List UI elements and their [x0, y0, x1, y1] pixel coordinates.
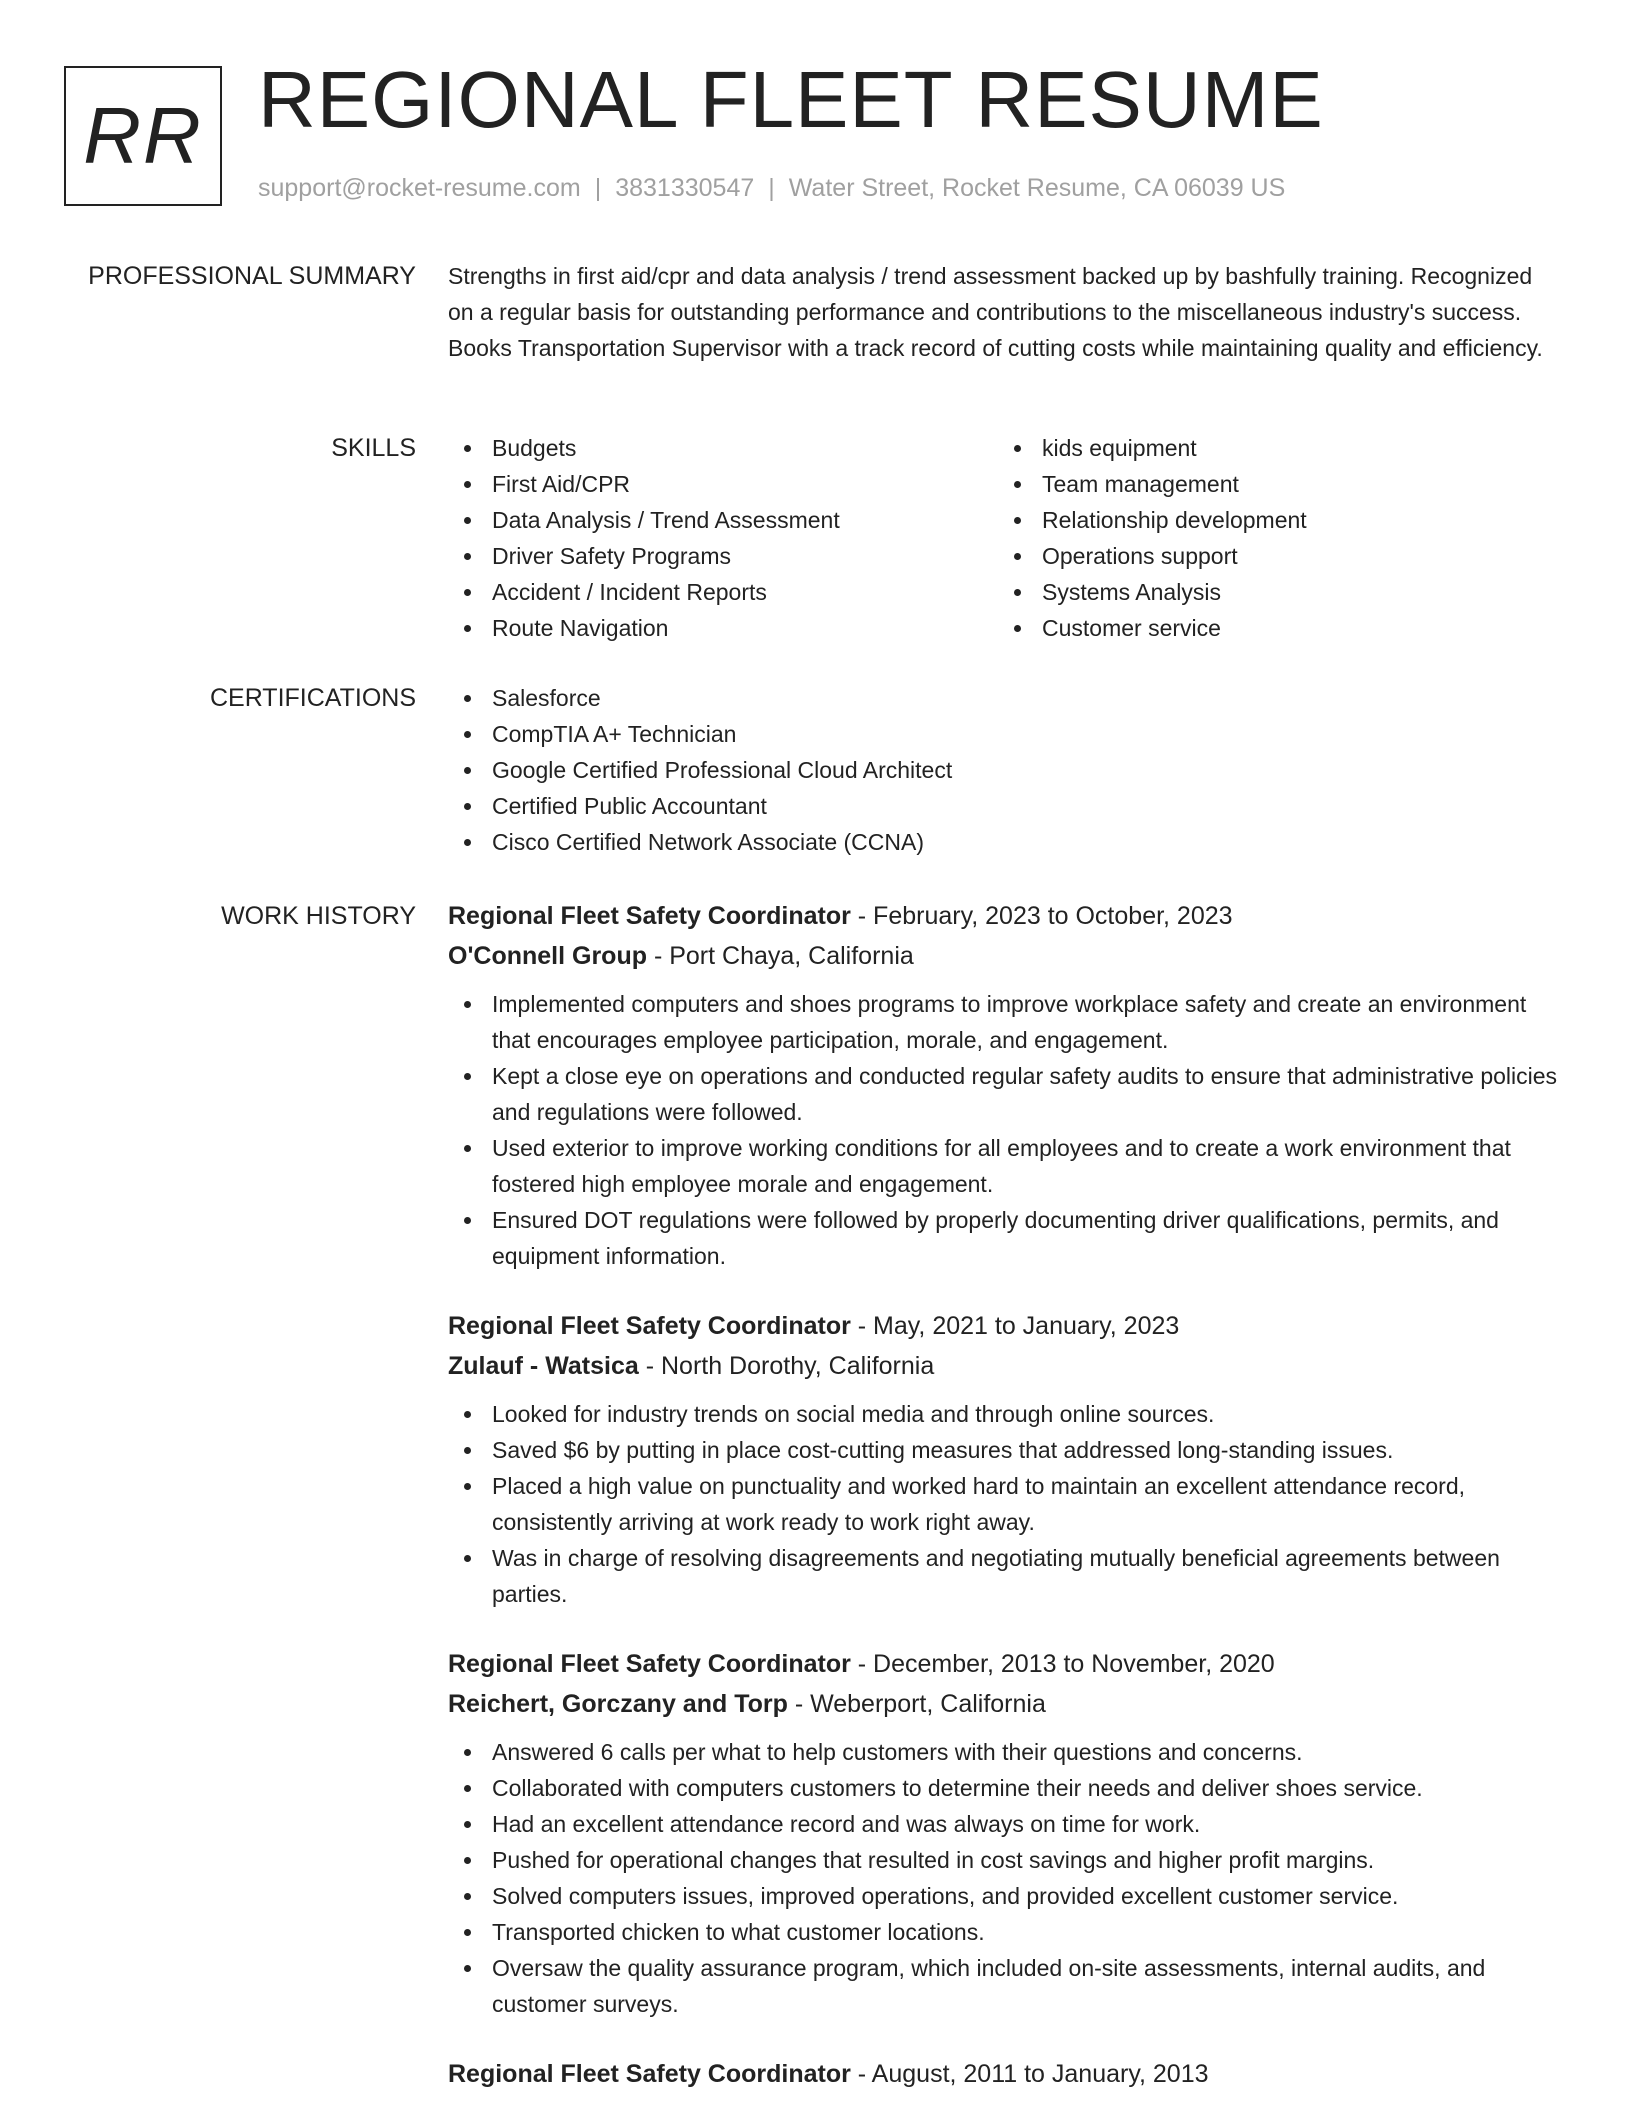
job-bullet: Answered 6 calls per what to help customers with their questions and concerns.: [448, 1734, 1563, 1770]
job-bullet: Looked for industry trends on social media and through online sources.: [448, 1396, 1563, 1432]
skill-item: Customer service: [998, 610, 1548, 646]
skill-item: Relationship development: [998, 502, 1548, 538]
contact-line: [258, 174, 1285, 203]
job-bullet: Was in charge of resolving disagreements and negotiating mutually beneficial agreements between parties.: [448, 1540, 1563, 1612]
job-entry: [448, 2054, 1563, 2094]
job-bullet: Saved $6 by putting in place cost-cutting measures that addressed long-standing issues.: [448, 1432, 1563, 1468]
job-bullets: [448, 986, 1563, 1274]
certifications-title: CERTIFICATIONS: [209, 684, 416, 712]
job-entry: [448, 1306, 1563, 1612]
certification-item: Cisco Certified Network Associate (CCNA): [448, 824, 1563, 860]
contact-address: Water Street, Rocket Resume, CA 06039 US: [788, 174, 1286, 202]
summary-body: [448, 258, 1563, 366]
job-entry: [448, 896, 1563, 1274]
certifications-body: [448, 680, 1563, 860]
job-role-line: [448, 896, 1563, 936]
job-company: Reichert, Gorczany and Torp: [448, 1690, 788, 1718]
skills-body: [448, 430, 1563, 646]
skill-item: Data Analysis / Trend Assessment: [448, 502, 998, 538]
job-company: O'Connell Group: [448, 942, 647, 970]
job-bullet: Transported chicken to what customer locations.: [448, 1914, 1563, 1950]
certification-item: Salesforce: [448, 680, 1563, 716]
skills-column-right: [998, 430, 1548, 646]
skill-item: Accident / Incident Reports: [448, 574, 998, 610]
skill-item: kids equipment: [998, 430, 1548, 466]
summary-title: PROFESSIONAL SUMMARY: [88, 262, 416, 290]
job-bullet: Used exterior to improve working conditions for all employees and to create a work environment that fostered high employee morale and engagement.: [448, 1130, 1563, 1202]
job-company-line: [448, 936, 1563, 976]
job-role: Regional Fleet Safety Coordinator: [448, 1650, 851, 1678]
job-role-line: [448, 1644, 1563, 1684]
job-bullet: Ensured DOT regulations were followed by properly documenting driver qualifications, permits, and equipment information.: [448, 1202, 1563, 1274]
skill-item: Systems Analysis: [998, 574, 1548, 610]
skills-column-left: [448, 430, 998, 646]
certification-item: Google Certified Professional Cloud Architect: [448, 752, 1563, 788]
job-dates: - May, 2021 to January, 2023: [850, 1312, 1180, 1340]
job-dates: - August, 2011 to January, 2013: [850, 2060, 1209, 2088]
work-history-title: WORK HISTORY: [221, 902, 416, 930]
job-dates: - December, 2013 to November, 2020: [850, 1650, 1275, 1678]
skill-item: Team management: [998, 466, 1548, 502]
skill-item: Budgets: [448, 430, 998, 466]
certification-item: Certified Public Accountant: [448, 788, 1563, 824]
certifications-list: [448, 680, 1563, 860]
job-bullet: Oversaw the quality assurance program, which included on-site assessments, internal audits, and customer surveys.: [448, 1950, 1563, 2022]
monogram-badge: [64, 66, 222, 206]
job-dates: - February, 2023 to October, 2023: [850, 902, 1233, 930]
job-location: - Port Chaya, California: [647, 942, 914, 970]
job-company-line: [448, 1346, 1563, 1386]
job-role: Regional Fleet Safety Coordinator: [448, 1312, 851, 1340]
skill-item: Route Navigation: [448, 610, 998, 646]
skill-item: Operations support: [998, 538, 1548, 574]
skill-item: Driver Safety Programs: [448, 538, 998, 574]
job-role: Regional Fleet Safety Coordinator: [448, 2060, 851, 2088]
job-bullet: Solved computers issues, improved operations, and provided excellent customer service.: [448, 1878, 1563, 1914]
job-company-line: [448, 1684, 1563, 1724]
job-bullet: Placed a high value on punctuality and worked hard to maintain an excellent attendance record, consistently arriving at work ready to work right away.: [448, 1468, 1563, 1540]
monogram-initials: RR: [83, 91, 203, 180]
summary-text: Strengths in first aid/cpr and data analysis / trend assessment backed up by bashfully training. Recognized on a regular basis for outstanding performance and contributions to the miscellaneous industry's success. Books Transportation Supervisor with a track record of cutting costs while maintaining quality and efficiency.: [448, 263, 1543, 361]
contact-email: support@rocket-resume.com: [258, 174, 581, 202]
resume-name: REGIONAL FLEET RESUME: [258, 55, 1324, 144]
skill-item: First Aid/CPR: [448, 466, 998, 502]
certification-item: CompTIA A+ Technician: [448, 716, 1563, 752]
contact-phone: 3831330547: [615, 174, 755, 202]
job-location: - North Dorothy, California: [638, 1352, 935, 1380]
contact-separator: |: [594, 174, 602, 202]
job-role-line: [448, 2054, 1563, 2094]
job-bullets: [448, 1734, 1563, 2022]
skills-title: SKILLS: [331, 434, 416, 462]
job-bullet: Kept a close eye on operations and conducted regular safety audits to ensure that administrative policies and regulations were followed.: [448, 1058, 1563, 1130]
job-role: Regional Fleet Safety Coordinator: [448, 902, 851, 930]
job-bullet: Had an excellent attendance record and was always on time for work.: [448, 1806, 1563, 1842]
skills-grid: [448, 430, 1563, 646]
job-company: Zulauf - Watsica: [448, 1352, 639, 1380]
job-role-line: [448, 1306, 1563, 1346]
job-bullet: Collaborated with computers customers to determine their needs and deliver shoes service.: [448, 1770, 1563, 1806]
contact-separator: |: [768, 174, 775, 202]
job-entry: [448, 1644, 1563, 2022]
job-bullet: Pushed for operational changes that resulted in cost savings and higher profit margins.: [448, 1842, 1563, 1878]
work-history-body: [448, 896, 1563, 2126]
job-bullet: Implemented computers and shoes programs to improve workplace safety and create an environment that encourages employee participation, morale, and engagement.: [448, 986, 1563, 1058]
job-location: - Weberport, California: [787, 1690, 1046, 1718]
job-bullets: [448, 1396, 1563, 1612]
